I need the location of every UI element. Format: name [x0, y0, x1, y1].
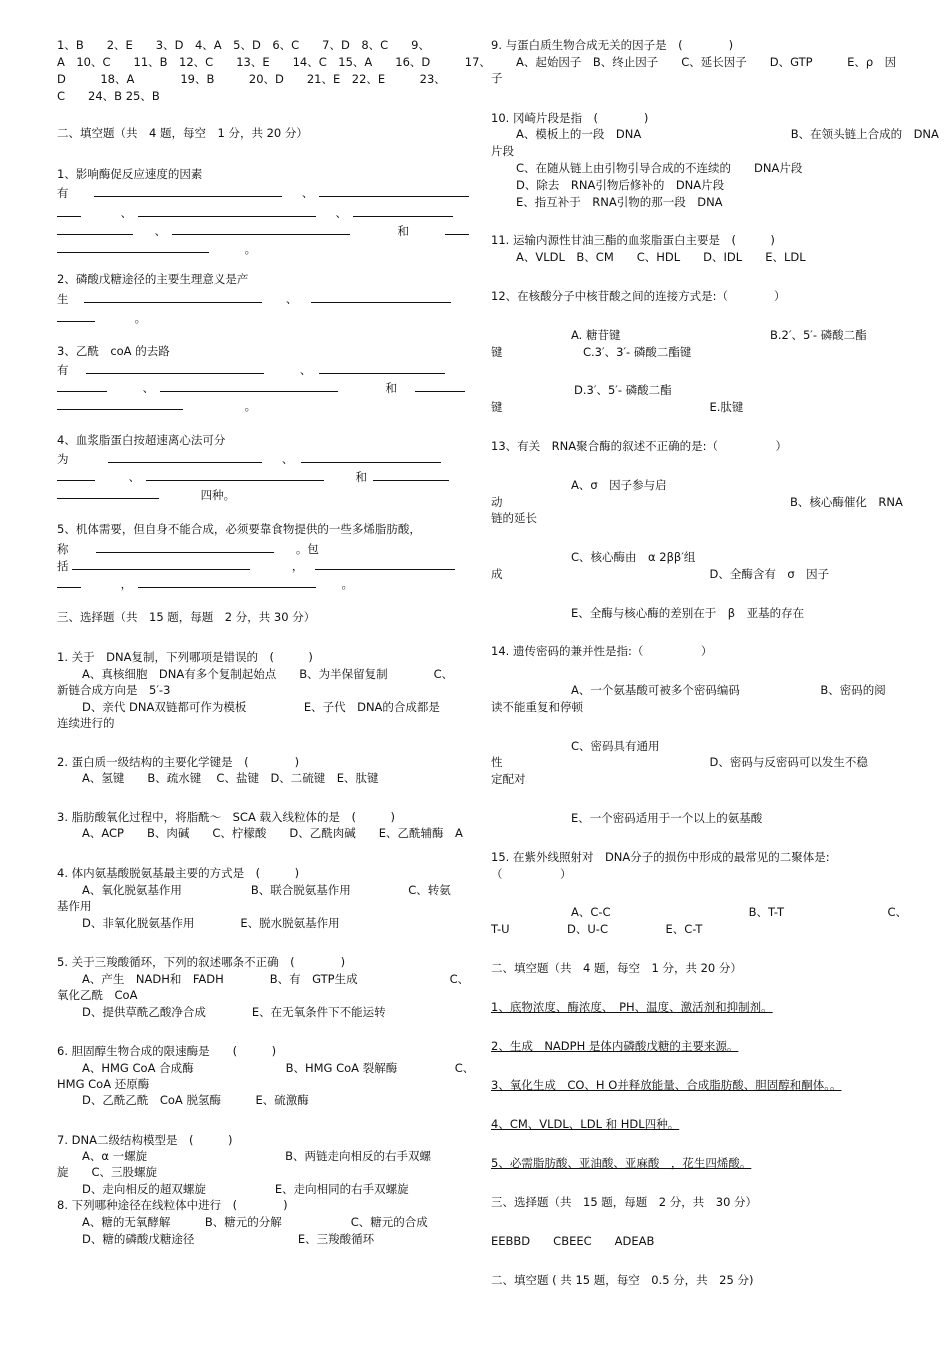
lead-text: 有 — [57, 186, 69, 200]
lead-text: 括 — [57, 559, 69, 573]
question-option-line: A、一个氨基酸可被多个密码编码 B、密码的阅 — [571, 683, 886, 697]
question-stem: 9. 与蛋白质生物合成无关的因子是 ( ) — [491, 38, 734, 52]
fill-answer: 2、生成 NADPH 是体内磷酸戊糖的主要来源。 — [491, 1039, 739, 1053]
answer-blank — [108, 450, 262, 463]
section-heading: 二、填空题（共 4 题，每空 1 分，共 20 分） — [491, 961, 742, 975]
question-option-line: D、糖的磷酸戊糖途径 E、三羧酸循环 — [82, 1232, 375, 1246]
question-option-line: E、全酶与核心酶的差别在于 β 亚基的存在 — [571, 606, 805, 620]
question-option-line: A、模板上的一段 DNA B、在领头链上合成的 DNA — [516, 127, 939, 141]
lead-text: 有 — [57, 363, 69, 377]
answer-blank — [315, 557, 455, 570]
answer-blank — [319, 184, 469, 197]
question-stem: 8. 下列哪种途径在线粒体中进行 ( ) — [57, 1198, 288, 1212]
question-stem: 11. 运输内源性甘油三酯的血浆脂蛋白主要是 ( ) — [491, 233, 775, 247]
answer-blank — [57, 397, 183, 410]
question-option-line: A、产生 NADH和 FADH B、有 GTP生成 C、 — [82, 972, 470, 986]
section-heading: 二、填空题 ( 共 15 题，每空 0.5 分，共 25 分) — [491, 1273, 754, 1287]
separator: 、 — [281, 452, 294, 466]
question-option-line: 新链合成方向是 5′-3 — [57, 683, 171, 697]
question-option-line: C、核心酶由 α 2ββ′组 — [571, 550, 696, 564]
question-option-line: 旋 C、三股螺旋 — [57, 1165, 158, 1179]
fill-question-title: 2、磷酸戊糖途径的主要生理意义是产 — [57, 272, 249, 286]
fill-question-line — [57, 222, 469, 239]
question-option-line: 片段 — [491, 144, 514, 158]
answer-line: 1、B 2、E 3、D 4、A 5、D 6、C 7、D 8、C 9、 — [57, 38, 430, 52]
fill-question-line — [57, 184, 469, 201]
fill-question-title: 5、机体需要，但自身不能合成，必须要靠食物提供的一些多烯脂肪酸， — [57, 522, 421, 536]
question-option-line: A、α 一螺旋 B、两链走向相反的右手双螺 — [82, 1149, 431, 1163]
lead-text: 为 — [57, 452, 69, 466]
period: 四种。 — [200, 488, 236, 502]
answer-blank — [96, 540, 274, 553]
fill-question-line — [57, 450, 441, 467]
question-option-line: A、VLDL B、CM C、HDL D、IDL E、LDL — [516, 250, 806, 264]
question-stem: 13、有关 RNA聚合酶的叙述不正确的是:（ ） — [491, 439, 787, 453]
question-option-line: D、走向相反的超双螺旋 E、走向相同的右手双螺旋 — [82, 1182, 409, 1196]
question-stem: 10. 冈崎片段是指 ( ) — [491, 111, 649, 125]
answer-blank — [84, 290, 262, 303]
answer-blank — [445, 222, 469, 235]
fill-question-line — [57, 309, 146, 326]
answer-blank — [138, 204, 316, 217]
fill-question-line — [57, 240, 256, 257]
period: 。 — [134, 311, 147, 325]
question-option-line: 性 D、密码与反密码可以发生不稳 — [491, 755, 868, 769]
answer-blank — [57, 240, 209, 253]
answer-blank — [57, 222, 133, 235]
question-option-line: A、氢键 B、疏水键 C、盐键 D、二硫键 E、肽键 — [82, 771, 379, 785]
section-heading: 二、填空题（共 4 题，每空 1 分，共 20 分） — [57, 126, 308, 140]
fill-question-line — [57, 575, 353, 592]
question-option-line: 动 B、核心酶催化 RNA — [491, 495, 903, 509]
fill-question-line — [57, 540, 319, 557]
period: 。 — [244, 399, 257, 413]
answer-line: D 18、A 19、B 20、D 21、E 22、E 23、 — [57, 72, 446, 86]
question-option-line: A、C-C B、T-T C、 — [571, 905, 908, 919]
question-option-line: 键 C.3′、3′- 磷酸二酯键 — [491, 345, 692, 359]
fill-answer: 1、底物浓度、酶浓度、 PH、温度、激活剂和抑制剂。 — [491, 1000, 773, 1014]
question-option-line: D、亲代 DNA双链都可作为模板 E、子代 DNA的合成都是 — [82, 700, 440, 714]
fill-question-line — [57, 557, 455, 574]
fill-question-line — [57, 468, 449, 485]
question-stem: 1. 关于 DNA复制，下列哪项是错误的 ( ) — [57, 650, 313, 664]
fill-question-title: 1、影响酶促反应速度的因素 — [57, 167, 203, 181]
separator: 、 — [301, 186, 314, 200]
and-text: 和 — [355, 470, 367, 484]
answer-blank — [57, 309, 95, 322]
answer-line: A 10、C 11、B 12、C 13、E 14、C 15、A 16、D 17、 — [57, 55, 491, 69]
question-option-line: HMG CoA 还原酶 — [57, 1077, 150, 1091]
question-option-line: A、ACP B、肉碱 C、柠檬酸 D、乙酰肉碱 E、乙酰辅酶 A — [82, 826, 463, 840]
answer-blank — [72, 557, 250, 570]
question-option-line: E、一个密码适用于一个以上的氨基酸 — [571, 811, 763, 825]
question-stem: 4. 体内氨基酸脱氨基最主要的方式是 ( ) — [57, 866, 300, 880]
question-option-line: C、在随从链上由引物引导合成的不连续的 DNA片段 — [516, 161, 803, 175]
fill-question-title: 4、血浆脂蛋白按超速离心法可分 — [57, 433, 226, 447]
question-stem: 5. 关于三羧酸循环，下列的叙述哪条不正确 ( ) — [57, 955, 346, 969]
question-stem: 2. 蛋白质一级结构的主要化学键是 ( ) — [57, 755, 300, 769]
answer-blank — [311, 290, 451, 303]
mid-text: 。包 — [295, 542, 319, 556]
question-option-line: 链的延长 — [491, 511, 537, 525]
period: 。 — [244, 242, 257, 256]
question-option-line: D、乙酰乙酰 CoA 脱氢酶 E、硫激酶 — [82, 1093, 309, 1107]
question-option-line: A、糖的无氧酵解 B、糖元的分解 C、糖元的合成 — [82, 1215, 428, 1229]
answer-blank — [94, 184, 282, 197]
answer-line: C 24、B 25、B — [57, 89, 160, 103]
separator: 、 — [120, 206, 133, 220]
question-option-line: D、非氧化脱氨基作用 E、脱水脱氨基作用 — [82, 916, 340, 930]
question-option-line: 连续进行的 — [57, 716, 115, 730]
separator: 、 — [335, 206, 347, 220]
and-text: 和 — [397, 224, 409, 238]
fill-question-line — [57, 379, 465, 396]
fill-answer: 3、氧化生成 CO、H O并释放能量、合成脂肪酸、胆固醇和酮体。。 — [491, 1078, 842, 1092]
lead-text: 称 — [57, 542, 69, 556]
question-option-line: E、指互补于 RNA引物的那一段 DNA — [516, 195, 723, 209]
fill-answer: 4、CM、VLDL、LDL 和 HDL四种。 — [491, 1117, 680, 1131]
question-option-line: A、氧化脱氨基作用 B、联合脱氨基作用 C、转氨 — [82, 883, 451, 897]
question-option-line: C、密码具有通用 — [571, 739, 660, 753]
and-text: 和 — [385, 381, 397, 395]
question-option-line: D.3′、5′- 磷酸二酯 — [574, 383, 672, 397]
section-heading: 三、选择题（共 15 题，每题 2 分，共 30 分） — [57, 610, 316, 624]
question-option-line: 键 E.肽键 — [491, 400, 744, 414]
question-option-line: D、除去 RNA引物后修补的 DNA片段 — [516, 178, 725, 192]
question-option-line: 成 D、全酶含有 σ 因子 — [491, 567, 830, 581]
fill-question-line — [57, 204, 453, 221]
answer-blank — [415, 379, 465, 392]
fill-question-line — [57, 361, 445, 378]
separator: ， — [291, 559, 304, 573]
question-option-line: A. 糖苷键 B.2′、5′- 磷酸二酯 — [571, 328, 867, 342]
separator: 、 — [285, 292, 298, 306]
question-stem: 15. 在紫外线照射对 DNA分子的损伤中形成的最常见的二聚体是: — [491, 850, 830, 864]
question-stem: 3. 脂肪酸氧化过程中，将脂酰～ SCA 载入线粒体的是 ( ) — [57, 810, 395, 824]
answer-blank — [57, 379, 107, 392]
answer-blank — [86, 361, 264, 374]
question-option-line: 氧化乙酰 CoA — [57, 988, 138, 1002]
question-option-line: A、σ 因子参与启 — [571, 478, 667, 492]
question-option-line: A、HMG CoA 合成酶 B、HMG CoA 裂解酶 C、 — [82, 1061, 475, 1075]
answer-blank — [57, 575, 81, 588]
lead-text: 生 — [57, 292, 69, 306]
separator: 、 — [142, 381, 155, 395]
separator: ， — [120, 577, 133, 591]
answer-blank — [138, 575, 316, 588]
question-option-line: （ ） — [491, 867, 572, 881]
question-option-line: 子 — [491, 71, 503, 85]
answer-blank — [160, 379, 338, 392]
question-stem: 12、在核酸分子中核苷酸之间的连接方式是:（ ） — [491, 289, 786, 303]
fill-question-line — [57, 486, 235, 503]
answer-blank — [57, 468, 95, 481]
fill-question-title: 3、乙酰 coA 的去路 — [57, 344, 170, 358]
answer-blank — [301, 450, 441, 463]
answer-blank — [172, 222, 350, 235]
answer-blank — [146, 468, 324, 481]
question-option-line: 读不能重复和停顿 — [491, 700, 583, 714]
choice-answers: EEBBD CBEEC ADEAB — [491, 1234, 655, 1248]
answer-blank — [57, 486, 159, 499]
question-option-line: A、真核细胞 DNA有多个复制起始点 B、为半保留复制 C、 — [82, 667, 454, 681]
question-stem: 14. 遗传密码的兼并性是指:（ ） — [491, 644, 713, 658]
question-option-line: T-U D、U-C E、C-T — [491, 922, 703, 936]
question-option-line: D、提供草酰乙酸净合成 E、在无氧条件下不能运转 — [82, 1005, 386, 1019]
answer-blank — [373, 468, 449, 481]
question-option-line: 定配对 — [491, 772, 526, 786]
question-option-line: 基作用 — [57, 899, 92, 913]
question-option-line: A、起始因子 B、终止因子 C、延长因子 D、GTP E、ρ 因 — [516, 55, 897, 69]
question-stem: 7. DNA二级结构模型是 ( ) — [57, 1133, 233, 1147]
separator: 、 — [299, 363, 312, 377]
answer-blank — [353, 204, 453, 217]
separator: 、 — [154, 224, 167, 238]
fill-question-line — [57, 290, 451, 307]
separator: 、 — [128, 470, 141, 484]
section-heading: 三、选择题（共 15 题，每题 2 分，共 30 分） — [491, 1195, 758, 1209]
fill-answer: 5、必需脂肪酸、亚油酸、亚麻酸 ，花生四烯酸。 — [491, 1156, 752, 1170]
answer-blank — [57, 204, 81, 217]
fill-question-line — [57, 397, 256, 414]
answer-blank — [319, 361, 445, 374]
period: 。 — [341, 577, 353, 591]
question-stem: 6. 胆固醇生物合成的限速酶是 ( ) — [57, 1044, 277, 1058]
